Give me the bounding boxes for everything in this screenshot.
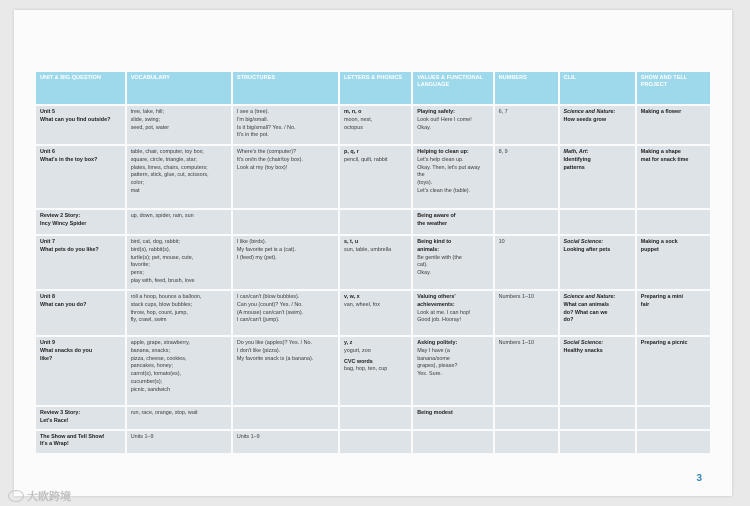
cell-line: Look out! Here I come!: [417, 116, 472, 123]
phonics-cell: [340, 210, 411, 234]
column-header: VALUES & FUNCTIONAL LANGUAGE: [413, 72, 492, 104]
project-cell: [637, 431, 710, 453]
cell-line: square, circle, triangle, star;: [130, 156, 197, 163]
cell-line: May I have (a: [417, 347, 450, 354]
cell-line: pattern, stick, glue, cut, scissors,: [130, 172, 209, 179]
cell-line: Let's clean the (table).: [417, 188, 471, 195]
cell-line: favorite;: [130, 262, 150, 269]
project-cell: [637, 106, 710, 144]
cell-line: Good job. Hooray!: [417, 317, 461, 324]
cell-line: Okay.: [417, 270, 431, 277]
project-cell: [637, 291, 710, 335]
page-number: 3: [696, 473, 702, 484]
values-cell: [413, 337, 492, 405]
structures-cell: [233, 210, 338, 234]
project-cell: [637, 236, 710, 289]
cell-line: v, w, x: [344, 293, 360, 300]
structures-cell: [233, 291, 338, 335]
clil-subject: Social Science:: [563, 239, 604, 245]
cell-line: I can/can't (jump).: [236, 317, 280, 324]
cell-line: Is it big/small? Yes. / No.: [236, 124, 296, 131]
phonics-cell: [340, 291, 411, 335]
project-cell: [637, 337, 710, 405]
column-header: NUMBERS: [495, 72, 558, 104]
vocabulary-cell: [127, 407, 231, 429]
cell-line: Preparing a picnic: [640, 339, 688, 346]
vocabulary-cell: [127, 146, 231, 208]
cell-line: Preparing a mini: [640, 293, 684, 300]
cell-line: run, race, orange, stop, wait: [130, 409, 198, 416]
watermark: [8, 488, 71, 504]
clil-cell: [560, 236, 635, 289]
vocabulary-cell: [127, 337, 231, 405]
vocabulary-cell: [127, 291, 231, 335]
values-cell: [413, 431, 492, 453]
cell-line: Review 2 Story:: [40, 213, 81, 219]
numbers-cell: [495, 210, 558, 234]
project-cell: [637, 210, 710, 234]
vocabulary-cell: [127, 106, 231, 144]
cell-line: Review 3 Story:: [40, 409, 81, 416]
cell-line: picnic, sandwich: [130, 386, 170, 393]
book-page: [14, 10, 732, 496]
unit-cell: [36, 210, 125, 234]
structures-cell: [233, 337, 338, 405]
column-header: CLIL: [560, 72, 635, 104]
values-cell: [413, 146, 492, 208]
cell-line: banana, snacks;: [130, 347, 170, 354]
cell-line: grapes), please?: [417, 363, 458, 370]
cell-line: animals:: [417, 246, 440, 253]
clil-subject: Science and Nature:: [563, 109, 616, 115]
cell-line: do?: [563, 317, 574, 324]
phonics-cell: [340, 106, 411, 144]
vocabulary-cell: [127, 431, 231, 453]
values-cell: [413, 407, 492, 429]
cell-line: Unit 6: [40, 149, 55, 155]
clil-subject: Math, Art:: [563, 149, 589, 155]
numbers-cell: 10: [495, 236, 558, 289]
cell-line: Look at me. I can hop!: [417, 309, 471, 316]
cell-line: Asking politely:: [417, 339, 458, 346]
cell-line: What's in the toy box?: [40, 156, 98, 163]
values-cell: [413, 236, 492, 289]
cell-line: sun, table, umbrella: [344, 246, 392, 253]
cell-line: My favorite snack is (a banana).: [236, 355, 314, 362]
unit-cell: [36, 291, 125, 335]
cell-line: van, wheel, fox: [344, 301, 380, 308]
cell-line: octopus: [344, 124, 363, 131]
cell-line: Healthy snacks: [563, 347, 603, 354]
cell-line: It's on/in the (chair/toy box).: [236, 156, 303, 163]
cell-line: Unit 5: [40, 109, 55, 115]
cell-line: turtle(s); pet, mouse, cute,: [130, 254, 194, 261]
cell-line: CVC words: [344, 358, 373, 365]
cell-line: s, t, u: [344, 239, 359, 245]
clil-cell: [560, 431, 635, 453]
cell-line: Helping to clean up:: [417, 149, 469, 155]
cell-line: How seeds grow: [563, 116, 607, 123]
cell-line: y, z: [344, 339, 353, 346]
cell-line: What pets do you like?: [40, 246, 99, 253]
cell-line: Making a flower: [640, 109, 682, 115]
phonics-cell: [340, 431, 411, 453]
cell-line: color;: [130, 180, 144, 187]
cell-line: yogurt, zoo: [344, 347, 371, 354]
cell-line: m, n, o: [344, 109, 362, 115]
cell-line: What can you find outside?: [40, 116, 111, 123]
cell-line: plates, limes, chairs, computers;: [130, 164, 208, 171]
cell-line: The Show and Tell Show!: [40, 433, 105, 440]
cell-line: like?: [40, 355, 53, 362]
values-cell: [413, 106, 492, 144]
cell-line: I'm big/small.: [236, 116, 269, 123]
table-row: [36, 431, 710, 453]
cell-line: pizza, cheese, cookies,: [130, 355, 187, 362]
cell-line: It's a Wrap!: [40, 441, 69, 448]
column-header: VOCABULARY: [127, 72, 231, 104]
structures-cell: [233, 146, 338, 208]
cell-line: the weather: [417, 220, 448, 227]
cell-line: throw, hop, count, jump,: [130, 309, 188, 316]
cell-line: play with, feed, brush, love: [130, 278, 195, 285]
cell-line: Unit 9: [40, 339, 55, 346]
numbers-cell: 8, 9: [495, 146, 558, 208]
cell-line: mat for snack time: [640, 156, 689, 163]
cell-line: moon, nest,: [344, 116, 373, 123]
project-cell: [637, 146, 710, 208]
cell-line: Yes. Sure.: [417, 371, 442, 378]
table-row: [36, 236, 710, 289]
cell-line: Looking after pets: [563, 246, 611, 253]
cell-line: fair: [640, 301, 650, 308]
cell-line: Can you (count)? Yes. / No.: [236, 301, 303, 308]
cell-line: Units 1–9: [236, 433, 260, 440]
cell-line: stack cups, blow bubbles;: [130, 301, 193, 308]
cell-line: Unit 8: [40, 293, 55, 300]
cell-line: Valuing others': [417, 293, 456, 300]
cell-line: Being kind to: [417, 239, 452, 245]
cell-line: do? What can we: [563, 309, 608, 316]
cell-line: Being modest: [417, 409, 453, 416]
structures-cell: [233, 106, 338, 144]
clil-cell: [560, 337, 635, 405]
watermark-logo-icon: [8, 490, 24, 502]
cell-line: tree, lake, hill;: [130, 109, 164, 115]
cell-line: My favorite pet is a (cat).: [236, 246, 296, 253]
phonics-cell: [340, 337, 411, 405]
values-cell: [413, 291, 492, 335]
unit-cell: [36, 106, 125, 144]
numbers-cell: Numbers 1–10: [495, 291, 558, 335]
cell-line: bird(s), rabbit(s),: [130, 246, 171, 253]
cell-line: I can/can't (blow bubbles).: [236, 293, 300, 300]
cell-line: Be gentle with (the: [417, 254, 462, 261]
column-header: LETTERS & PHONICS: [340, 72, 411, 104]
cell-line: achievements:: [417, 301, 455, 308]
cell-line: up, down, spider, rain, sun: [130, 213, 194, 219]
cell-line: Okay.: [417, 124, 431, 131]
cell-line: Identifying: [563, 156, 591, 163]
table-row: [36, 407, 710, 429]
column-header: UNIT & BIG QUESTION: [36, 72, 125, 104]
phonics-cell: [340, 407, 411, 429]
cell-line: slide, swing;: [130, 116, 161, 123]
cell-line: Okay. Then, let's put away the: [417, 164, 481, 179]
cell-line: fly, crawl, swim: [130, 317, 167, 324]
cell-line: Let's help clean up.: [417, 156, 464, 163]
cell-line: pancakes, honey;: [130, 363, 173, 370]
cell-line: roll a hoop, bounce a balloon,: [130, 293, 202, 300]
cell-line: bird, cat, dog, rabbit;: [130, 239, 180, 245]
values-cell: [413, 210, 492, 234]
structures-cell: [233, 407, 338, 429]
cell-line: I like (birds).: [236, 239, 267, 245]
table-row: [36, 291, 710, 335]
table-body: [36, 106, 710, 453]
cell-line: Unit 7: [40, 239, 55, 245]
cell-line: carrot(s), tomato(es),: [130, 371, 182, 378]
clil-cell: [560, 291, 635, 335]
cell-line: It's in the pot.: [236, 132, 269, 139]
cell-line: seed, pot, water: [130, 124, 170, 131]
cell-line: Units 1–9: [130, 433, 154, 440]
cell-line: (A mouse) can/can't (swim).: [236, 309, 304, 316]
cell-line: Where's the (computer)?: [236, 149, 296, 155]
cell-line: I see a (tree).: [236, 109, 269, 115]
unit-cell: [36, 146, 125, 208]
cell-line: pencil, quilt, rabbit: [344, 156, 388, 163]
vocabulary-cell: [127, 236, 231, 289]
cell-line: cucumber(s);: [130, 379, 163, 386]
cell-line: mat: [130, 188, 140, 195]
column-header: SHOW AND TELL PROJECT: [637, 72, 710, 104]
cell-line: Playing safely:: [417, 109, 455, 115]
table-row: [36, 210, 710, 234]
phonics-cell: [340, 236, 411, 289]
cell-line: Incy Wincy Spider: [40, 220, 87, 227]
numbers-cell: [495, 431, 558, 453]
vocabulary-cell: [127, 210, 231, 234]
cell-line: pens;: [130, 270, 144, 277]
cell-line: I (feed) my (pet).: [236, 254, 277, 261]
numbers-cell: 6, 7: [495, 106, 558, 144]
numbers-cell: [495, 407, 558, 429]
table-row: [36, 146, 710, 208]
structures-cell: [233, 431, 338, 453]
clil-cell: [560, 146, 635, 208]
cell-line: Look at my (toy box)!: [236, 164, 288, 171]
clil-subject: Social Science:: [563, 339, 604, 346]
unit-cell: [36, 431, 125, 453]
project-cell: [637, 407, 710, 429]
cell-line: cat).: [417, 262, 428, 269]
cell-line: (toys).: [417, 180, 433, 187]
structures-cell: [233, 236, 338, 289]
cell-line: Being aware of: [417, 213, 456, 219]
cell-line: table, chair, computer, toy box;: [130, 149, 204, 155]
table-row: [36, 337, 710, 405]
unit-cell: [36, 407, 125, 429]
cell-line: apple, grape, strawberry,: [130, 339, 190, 346]
numbers-cell: Numbers 1–10: [495, 337, 558, 405]
clil-cell: [560, 407, 635, 429]
table-row: [36, 106, 710, 144]
watermark-text: 大欧跨境: [27, 491, 71, 503]
phonics-cell: [340, 146, 411, 208]
cell-line: bag, hop, ten, cup: [344, 366, 388, 373]
clil-cell: [560, 106, 635, 144]
cell-line: banana/some: [417, 355, 450, 362]
cell-line: Making a sock: [640, 239, 678, 245]
cell-line: p, q, r: [344, 149, 359, 155]
cell-line: I don't like (pizza).: [236, 347, 281, 354]
clil-cell: [560, 210, 635, 234]
cell-line: Do you like (apples)? Yes. / No.: [236, 339, 313, 346]
unit-cell: [36, 236, 125, 289]
cell-line: What can animals: [563, 301, 610, 308]
clil-subject: Science and Nature:: [563, 293, 616, 300]
cell-line: What can you do?: [40, 301, 87, 308]
table-header-row: [36, 72, 710, 104]
cell-line: Let's Race!: [40, 417, 69, 424]
cell-line: patterns: [563, 164, 585, 171]
cell-line: Making a shape: [640, 149, 681, 155]
column-header: STRUCTURES: [233, 72, 338, 104]
cell-line: puppet: [640, 246, 659, 253]
cell-line: What snacks do you: [40, 347, 93, 354]
unit-cell: [36, 337, 125, 405]
scope-sequence-table: [34, 70, 712, 455]
